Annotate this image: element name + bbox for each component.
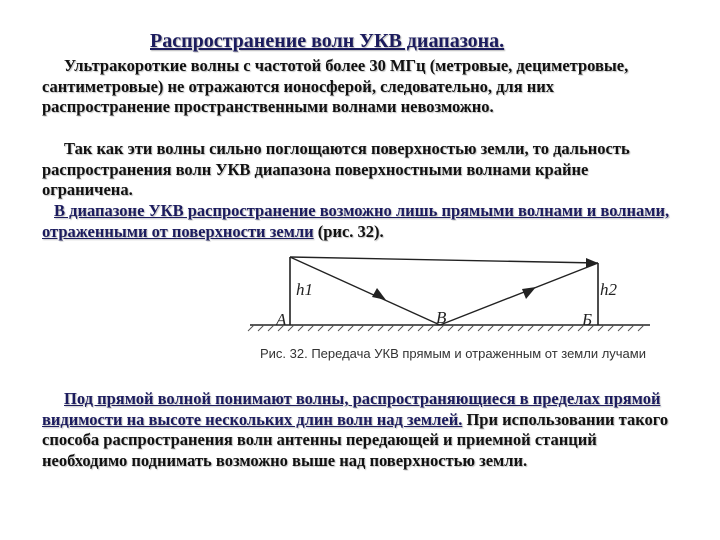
figure-caption: Рис. 32. Передача УКВ прямым и отраженным от земли лучами — [260, 346, 646, 361]
paragraph-4 — [42, 389, 682, 471]
label-b: В — [436, 308, 447, 327]
paragraph-4-rest: При использовании такого способа распространения волн антенны передающей и приемной станций необходимо поднимать возможно выше над поверхностью земли. — [42, 409, 669, 470]
reflected-ray-arrow — [522, 287, 536, 299]
paragraph-4-highlight: Под прямой волной понимают волны, распространяющиеся в пределах прямой видимости на высоте нескольких длин волн над землей. — [42, 389, 661, 429]
label-b-soft: Б — [582, 310, 593, 329]
propagation-diagram — [230, 244, 700, 384]
label-a: А — [276, 310, 287, 329]
label-h2: h2 — [600, 280, 617, 299]
reflected-ray — [440, 263, 598, 325]
incident-ray-arrow — [372, 288, 386, 300]
paragraph-3-rest: (рис. 32). — [313, 221, 384, 241]
paragraph-3-highlight: В диапазоне УКВ распространение возможно лишь прямыми волнами и волнами, отраженными от поверхности земли — [42, 201, 670, 241]
slide-title: Распространение волн УКВ диапазона. — [150, 30, 505, 52]
paragraph-3 — [42, 201, 682, 242]
paragraph-1-text: Ультракороткие волны с частотой более 30 МГц (метровые, дециметровые, сантиметровые) не отражаются ионосферой, следовательно, для них распространение пространственными волнами невозможно. — [42, 56, 629, 116]
paragraph-1 — [42, 56, 682, 118]
label-h1: h1 — [296, 280, 313, 299]
figure-32 — [230, 244, 700, 384]
direct-ray — [290, 257, 598, 263]
paragraph-2 — [42, 139, 682, 201]
paragraph-2-text: Так как эти волны сильно поглощаются поверхностью земли, то дальность распространения волн УКВ диапазона поверхностными волнами крайне ограничена. — [42, 139, 630, 199]
